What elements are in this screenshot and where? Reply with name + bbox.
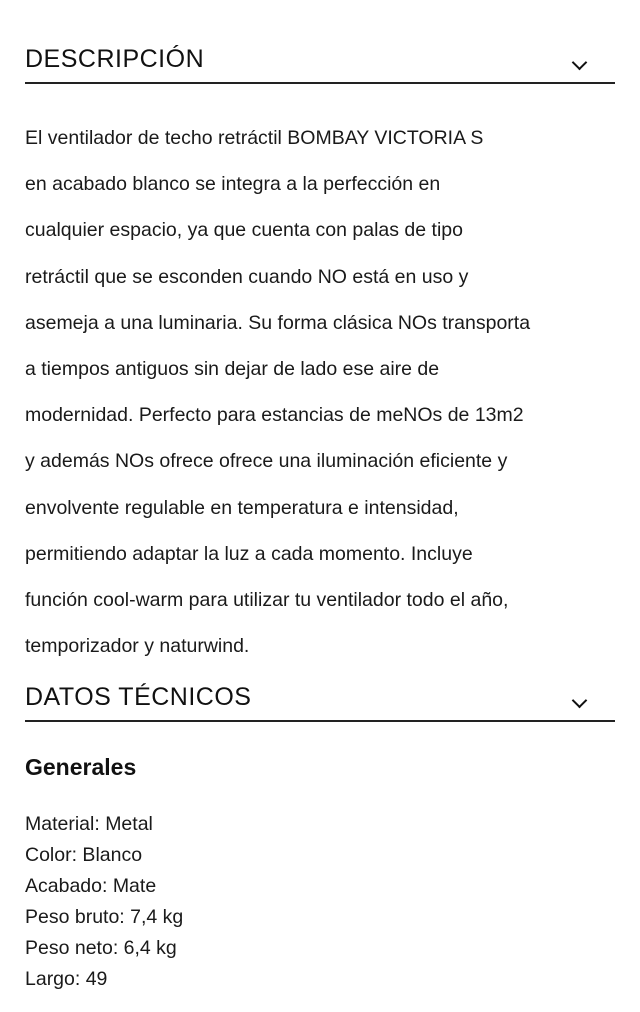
description-line: cualquier espacio, ya que cuenta con palas de tipo (25, 219, 463, 242)
spec-item: Largo: 49 (25, 968, 108, 990)
description-line: envolvente regulable en temperatura e intensidad, (25, 496, 459, 519)
spec-item: Color: Blanco (25, 844, 143, 866)
spec-item: Peso neto: 6,4 kg (25, 937, 177, 959)
chevron-down-icon[interactable] (572, 693, 588, 709)
spec-item: Peso bruto: 7,4 kg (25, 906, 184, 928)
chevron-down-icon[interactable] (572, 55, 588, 71)
spec-list (25, 810, 183, 996)
spec-item: Material: Metal (25, 813, 153, 835)
description-line: en acabado blanco se integra a la perfección en (25, 173, 441, 196)
description-line: retráctil que se esconden cuando NO está en uso y (25, 265, 469, 288)
description-text (25, 120, 625, 674)
description-line: y además NOs ofrece ofrece una iluminación eficiente y (25, 450, 508, 473)
technical-data-title: DATOS TÉCNICOS (25, 683, 252, 711)
technical-data-accordion-header[interactable] (25, 680, 615, 722)
description-line: a tiempos antiguos sin dejar de lado ese aire de (25, 357, 440, 380)
general-subtitle: Generales (25, 754, 137, 780)
description-line: permitiendo adaptar la luz a cada momento. Incluye (25, 542, 473, 565)
description-title: DESCRIPCIÓN (25, 45, 205, 73)
description-line: asemeja a una luminaria. Su forma clásica NOs transporta (25, 311, 531, 334)
description-line: El ventilador de techo retráctil BOMBAY VICTORIA S (25, 127, 484, 149)
description-line: temporizador y naturwind. (25, 635, 250, 658)
description-line: función cool-warm para utilizar tu ventilador todo el año, (25, 588, 509, 611)
description-accordion-header[interactable] (25, 42, 615, 84)
spec-item: Acabado: Mate (25, 875, 157, 897)
description-line: modernidad. Perfecto para estancias de meNOs de 13m2 (25, 404, 524, 427)
